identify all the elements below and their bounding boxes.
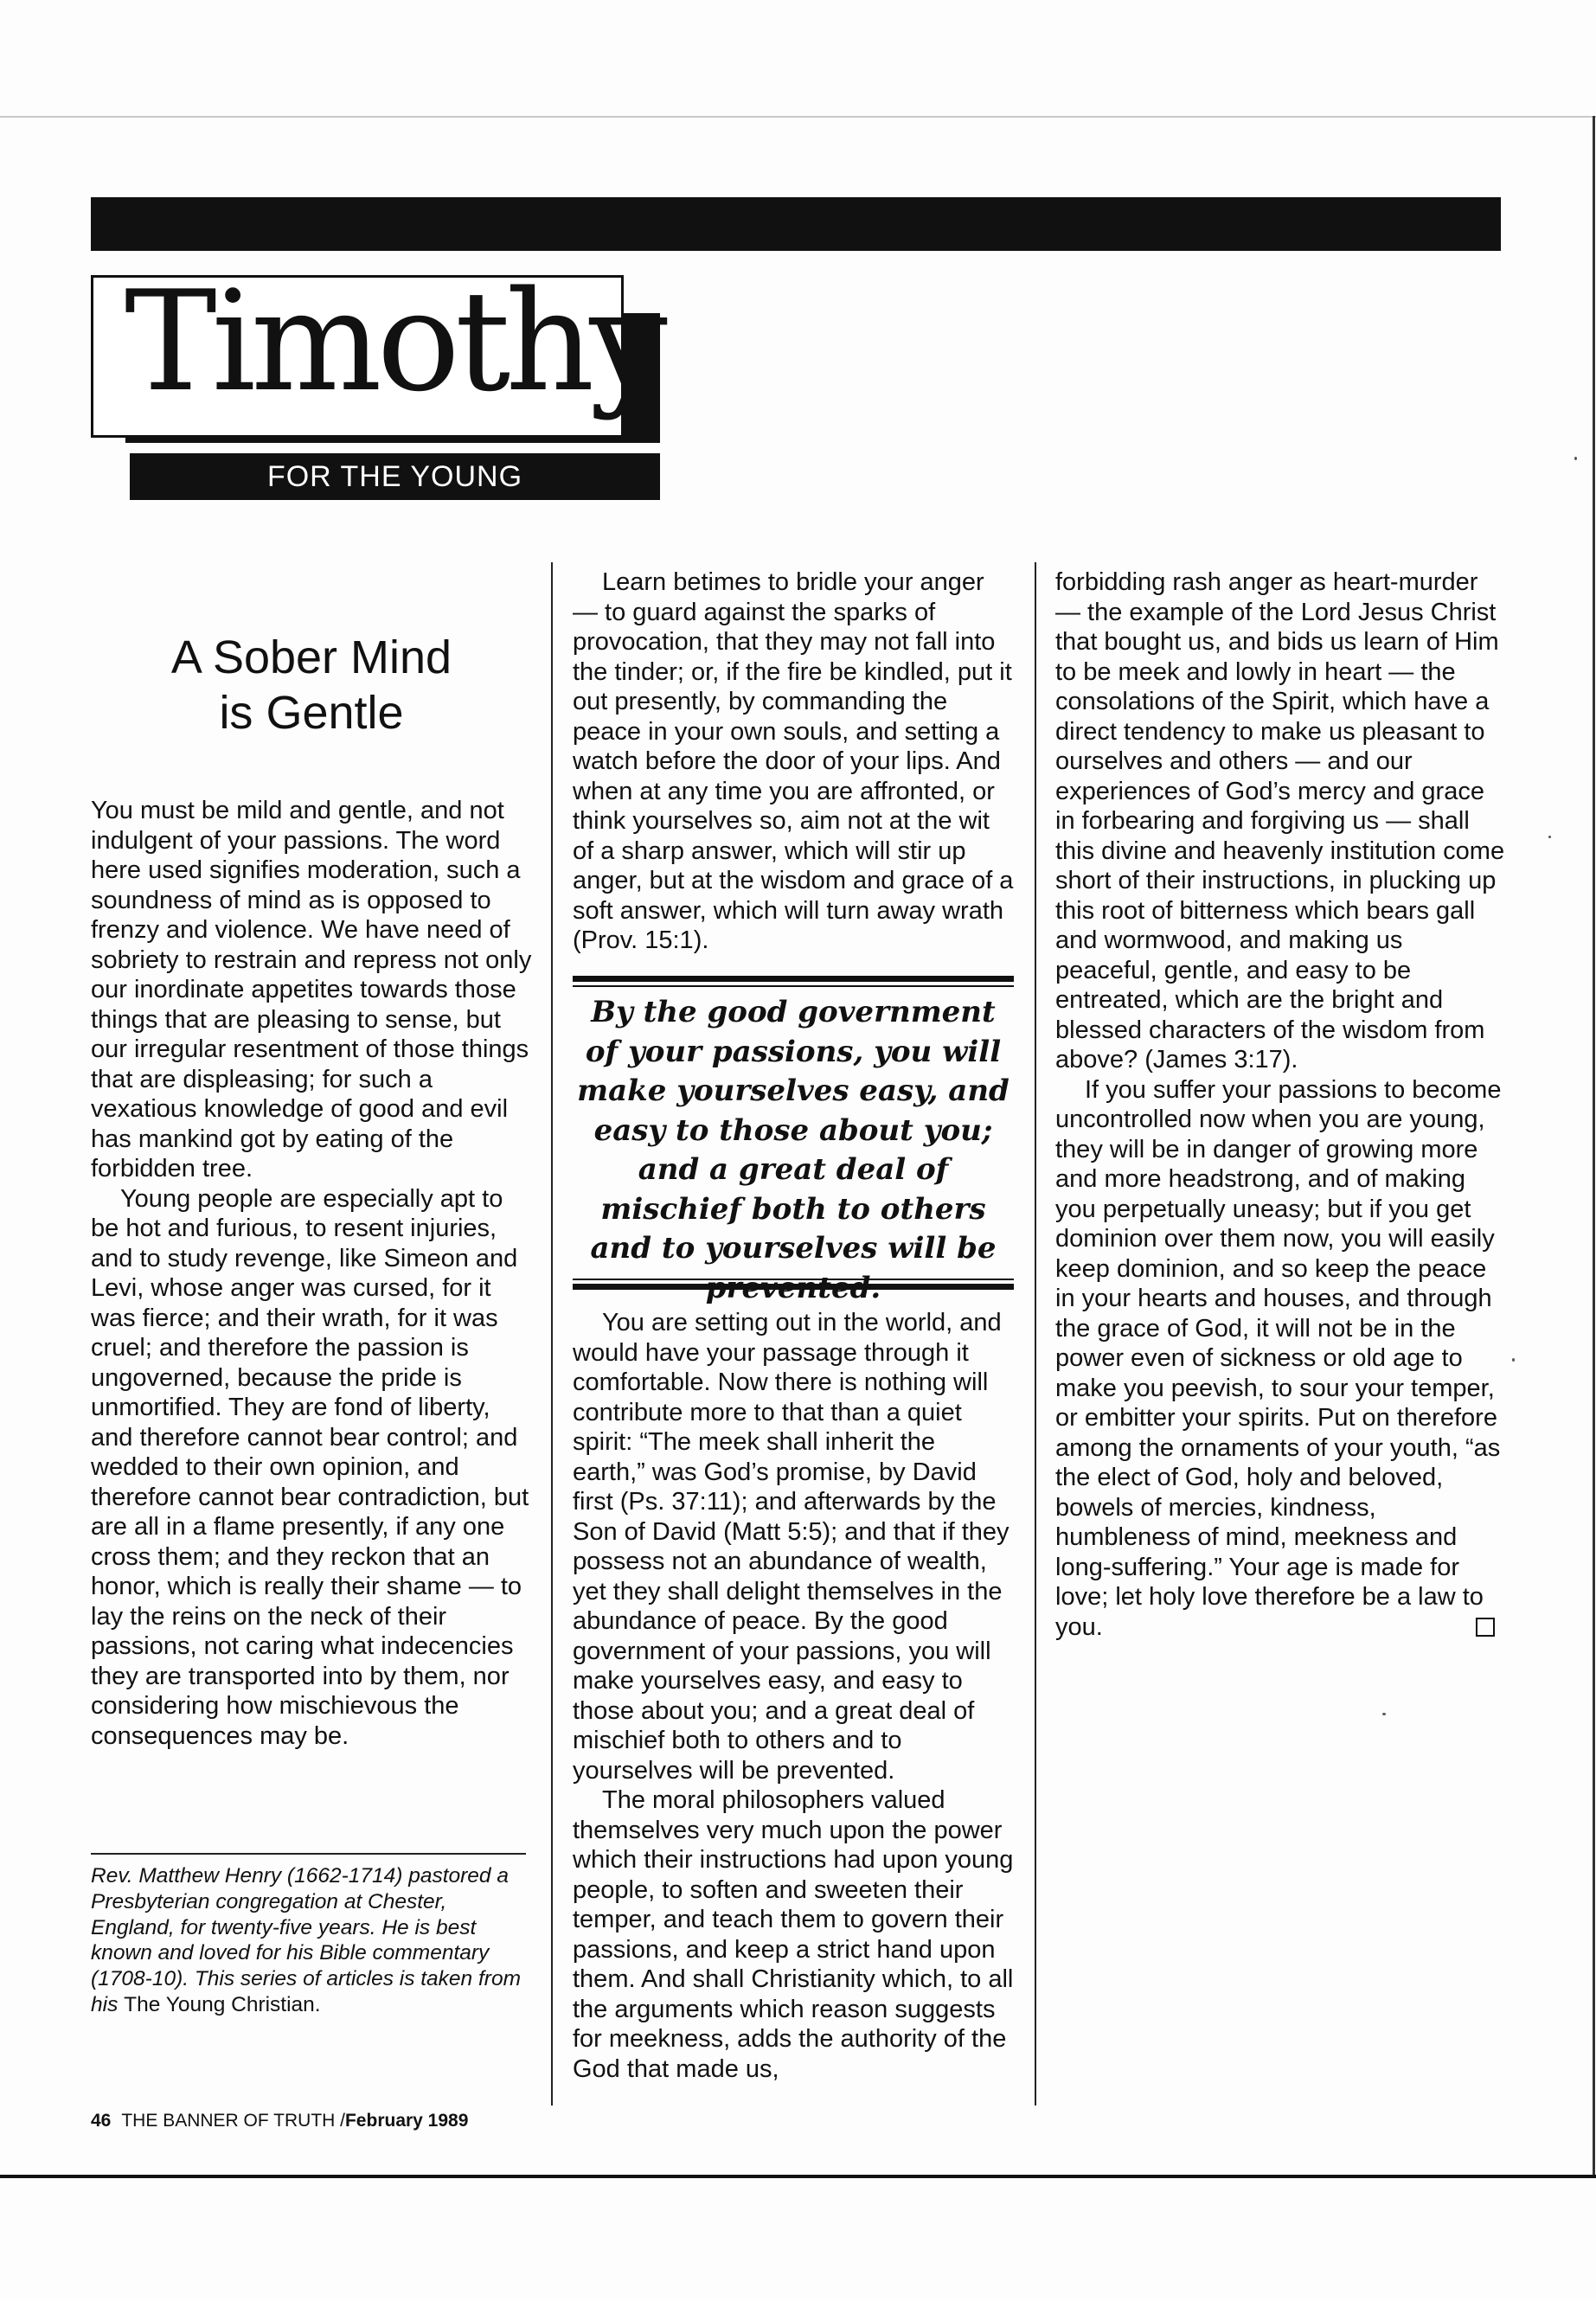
end-mark-icon	[1476, 1618, 1495, 1637]
paragraph	[1055, 1075, 1505, 1643]
article-title-line-2: is Gentle	[219, 687, 404, 739]
column-divider	[1035, 562, 1036, 2106]
article-title-line-1: A Sober Mind	[170, 631, 452, 683]
column-3	[1055, 567, 1505, 1642]
paragraph: Learn betimes to bridle your anger — to guard against the sparks of provocation, that they may not fall into the tinder; or, if the fire be kindled, put it out presently, by commanding the peace in your own souls, and setting a watch before the door of your lips. And when at any time you are affronted, or think yourselves so, aim not at the wit of a sharp answer, which will stir up anger, but at the wisdom and grace of a soft answer, which will turn away wrath (Prov. 15:1).	[573, 568, 1014, 954]
author-bio-text: Rev. Matthew Henry (1662-1714) pastored a Presbyterian congregation at Chester, England, for twenty-five years. He is best known and loved for his Bible commentary (1708-10). This series of articles is taken from his	[91, 1864, 521, 2016]
column-divider	[551, 562, 553, 2106]
pullquote-rule-top	[573, 976, 1014, 982]
paragraph: Young people are especially apt to be hot and furious, to resent injuries, and to study revenge, like Simeon and Levi, whose anger was cursed, for it was fierce; and their wrath, for it was cruel; and therefore the passion is ungoverned, because the pride is unmortified. They are fond of liberty, and therefore cannot bear control; and wedded to their own opinion, and therefore cannot bear contradiction, but are all in a flame presently, if any one cross them; and they reckon that an honor, which is really their shame — to lay the reins on the neck of their passions, not caring what indecencies they are transported into by them, nor considering how mischievous the consequences may be.	[91, 1184, 529, 1750]
header-bar	[91, 197, 1501, 251]
pullquote-rule-bottom-thin	[573, 1279, 1014, 1280]
paragraph: You must be mild and gentle, and not indulgent of your passions. The word here used signifies moderation, such a soundness of mind as is opposed to frenzy and violence. We have need of sobriety to restrain and repress not only our inordinate appetites towards those things that are pleasing to sense, but our irregular resentment of those things that are displeasing; for such a vexatious knowledge of good and evil has mankind got by eating of the forbidden tree.	[91, 797, 532, 1183]
article-title	[91, 630, 532, 740]
page-edge-bottom	[0, 2175, 1596, 2178]
page-edge-top	[0, 116, 1596, 118]
page-number: 46	[91, 2111, 112, 2131]
pullquote-rule-top-thin	[573, 985, 1014, 987]
publication-name: THE BANNER OF TRUTH /	[121, 2111, 345, 2131]
masthead-title: Timothy	[125, 260, 663, 422]
paragraph: You are setting out in the world, and would have your passage through it comfortable. Now there is nothing will contribute more to that than a quiet spirit: “The meek shall inherit the earth,” was God’s promise, by David first (Ps. 37:11); and afterwards by the Son of David (Matt 5:5); and that if they possess not an abundance of wealth, yet they shall delight themselves in the abundance of peace. By the good government of your passions, you will make yourselves easy, and easy to those about you; and a great deal of mischief both to others and to yourselves will be prevented.	[573, 1309, 1010, 1785]
book-title: The Young Christian.	[124, 1992, 321, 2016]
scan-speck	[1382, 1713, 1386, 1715]
masthead-subtitle: FOR THE YOUNG	[130, 453, 660, 500]
column-1	[91, 796, 532, 1751]
scan-speck	[1548, 836, 1551, 838]
masthead	[91, 260, 663, 500]
author-bio	[91, 1863, 532, 2018]
pullquote-rule-bottom	[573, 1284, 1014, 1290]
bio-rule	[91, 1853, 526, 1855]
masthead-title-box	[91, 260, 663, 438]
pullquote: By the good government of your passions, you will make yourselves easy, and easy to those about you; and a great deal of mischief both to others and to yourselves will be	[577, 995, 1010, 1266]
page-edge-right	[1593, 116, 1595, 2175]
page-footer	[91, 2111, 468, 2131]
column-2-top	[573, 567, 1014, 956]
column-2-bottom	[573, 1308, 1014, 2084]
paragraph-text: If you suffer your passions to become uncontrolled now when you are young, they will be in danger of growing more and more headstrong, and of making you perpetually uneasy; but if you get dominion over them now, you will easily keep dominion, and so keep the peace in your hearts and houses, and through the grace of God, it will not be in the power even of sickness or old age to make you peevish, to sour your temper, or embitter your spirits. Put on therefore among the ornaments of your youth, “as the elect of God, holy and beloved, bowels of mercies, kindness, humbleness of mind, meekness and long-suffering.” Your age is made for love; let holy love therefore be a law to you.	[1055, 1075, 1502, 1641]
scan-speck	[1574, 457, 1577, 460]
paragraph: The moral philosophers valued themselves very much upon the power which their instructions had upon young people, to soften and sweeten their temper, and teach them to govern their passions, and keep a strict hand upon them. And shall Christianity which, to all the arguments which reason suggests for meekness, adds the authority of the God that made us,	[573, 1786, 1014, 2083]
issue-date: February 1989	[344, 2111, 469, 2131]
paragraph: forbidding rash anger as heart-murder — the example of the Lord Jesus Christ that bought us, and bids us learn of Him to be meek and lowly in heart — the consolations of the Spirit, which have a direct tendency to make us pleasant to ourselves and others — and our experiences of God’s mercy and grace in forbearing and forgiving us — shall this divine and heavenly institution come short of their instructions, in plucking up this root of bitterness which bears gall and wormwood, and making us peaceful, gentle, and easy to be entreated, which are the bright and blessed characters of the wisdom from above? (James 3:17).	[1055, 568, 1505, 1074]
scan-speck	[1512, 1358, 1515, 1362]
